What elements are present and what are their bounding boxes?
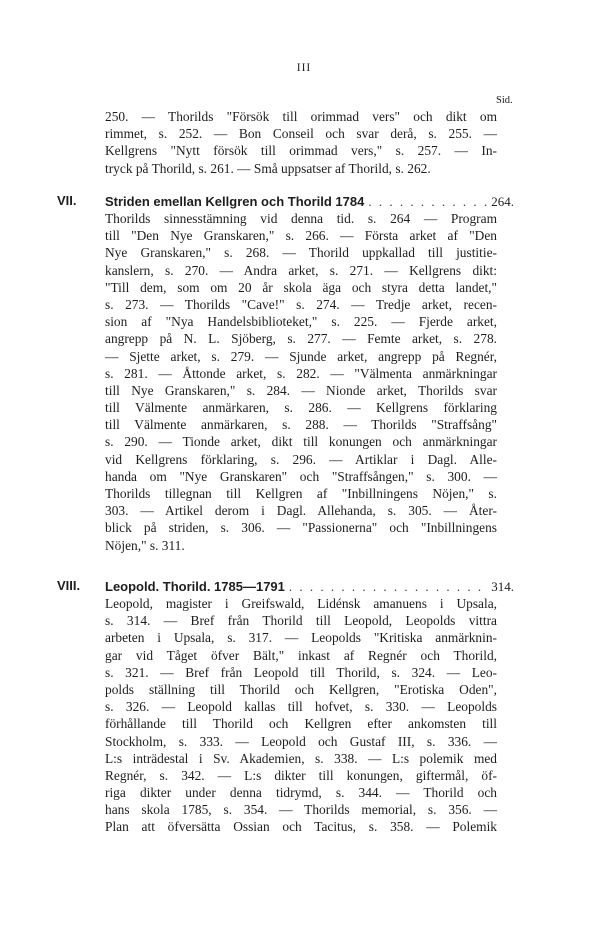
section-line: till "Den Nye Granskaren," s. 266. — Första arket af "Den bbox=[105, 228, 497, 244]
section-line: handa om "Nye Granskaren" och "Straffsången," s. 300. — bbox=[105, 468, 497, 484]
section-page: 264. bbox=[491, 194, 514, 209]
leader-dots bbox=[289, 578, 487, 595]
section-line: riga dikter under denna tidrymd, s. 344. — Thorild och bbox=[105, 785, 497, 801]
section-line: Nöjen," s. 311. bbox=[105, 537, 185, 553]
section-line: kanslern, s. 270. — Andra arket, s. 271. — Kellgrens dikt: bbox=[105, 262, 497, 278]
section-viii bbox=[105, 578, 514, 836]
section-line: s. 321. — Bref från Leopold till Thorild, s. 324. — Leo- bbox=[105, 664, 497, 680]
intro-line: Kellgrens "Nytt försök till orimmad vers," s. 257. — In- bbox=[105, 143, 497, 159]
section-line: Thorilds tillegnan till Kellgren af "Inbillningens Nöjen," s. bbox=[105, 486, 497, 501]
section-line: s. 326. — Leopold kallas till hofvet, s. 330. — Leopolds bbox=[105, 699, 497, 715]
section-line: s. 281. — Åttonde arket, s. 282. — "Välmenta anmärkningar bbox=[105, 365, 497, 381]
page-number: III bbox=[296, 62, 312, 74]
section-line: vid Kellgrens förklaring, s. 296. — Artiklar i Dagl. Alle- bbox=[105, 451, 497, 467]
page-column-label: Sid. bbox=[496, 95, 513, 106]
section-line: förhållande till Thorild och Kellgren efter ankomsten till bbox=[105, 716, 497, 732]
section-line: till Nye Granskaren," s. 284. — Nionde arket, Thorilds svar bbox=[105, 382, 497, 398]
section-heading bbox=[105, 578, 514, 595]
intro-paragraph bbox=[105, 108, 497, 177]
section-title: Leopold. Thorild. 1785—1791 bbox=[105, 579, 285, 594]
section-line: Stockholm, s. 333. — Leopold och Gustaf III, s. 336. — bbox=[105, 733, 497, 749]
section-line: till Välmente anmärkaren, s. 286. — Kellgrens förklaring bbox=[105, 400, 497, 416]
section-line: s. 314. — Bref från Thorild till Leopold, Leopolds vittra bbox=[105, 613, 497, 629]
section-line: arbeten i Upsala, s. 317. — Leopolds "Kritiska anmärknin- bbox=[105, 630, 497, 646]
section-page: 314. bbox=[491, 579, 514, 594]
section-line: Thorilds sinnesstämning vid denna tid. s. 264 — Program bbox=[105, 211, 497, 226]
section-line: Leopold, magister i Greifswald, Lidénsk amanuens i Upsala, bbox=[105, 596, 497, 611]
section-line: Plan att öfversätta Ossian och Tacitus, s. 358. — Polemik bbox=[105, 819, 497, 835]
intro-line: rimmet, s. 252. — Bon Conseil och svar derå, s. 255. — bbox=[105, 126, 497, 142]
section-heading bbox=[105, 193, 514, 210]
section-line: s. 290. — Tionde arket, dikt till konungen och anmärkningar bbox=[105, 434, 497, 450]
section-line: sion af "Nya Handelsbiblioteket," s. 225. — Fjerde arket, bbox=[105, 314, 497, 330]
section-line: 303. — Artikel derom i Dagl. Allehanda, s. 305. — Åter- bbox=[105, 503, 497, 519]
section-line: — Sjette arket, s. 279. — Sjunde arket, angrepp på Regnér, bbox=[105, 348, 497, 364]
section-numeral: VIII. bbox=[57, 578, 81, 593]
intro-line: 250. — Thorilds "Försök till orimmad vers" och dikt om bbox=[105, 109, 497, 124]
section-vii bbox=[105, 193, 514, 554]
intro-line: tryck på Thorild, s. 261. — Små uppsatser af Thorild, s. 262. bbox=[105, 160, 431, 176]
section-numeral: VII. bbox=[57, 193, 77, 208]
section-line: Nye Granskaren," s. 268. — Thorild uppkallad till justitie- bbox=[105, 245, 497, 261]
section-line: blick på striden, s. 306. — "Passionerna" och "Inbillningens bbox=[105, 520, 497, 536]
leader-dots bbox=[368, 193, 487, 210]
section-line: hans skola 1785, s. 354. — Thorilds memorial, s. 356. — bbox=[105, 802, 497, 818]
section-line: angrepp på N. L. Sjöberg, s. 277. — Femte arket, s. 278. bbox=[105, 331, 497, 347]
section-line: Regnér, s. 342. — L:s dikter till konungen, giftermål, öf- bbox=[105, 767, 497, 783]
section-line: "Till dem, som om 20 år skola äga och styra detta landet," bbox=[105, 279, 497, 295]
section-title: Striden emellan Kellgren och Thorild 1784 bbox=[105, 194, 365, 209]
section-line: L:s inträdestal i Sv. Akademien, s. 338. — L:s polemik med bbox=[105, 750, 497, 766]
section-line: polds ställning till Thorild och Kellgren, "Erotiska Oden", bbox=[105, 681, 497, 697]
section-line: till Välmente anmärkaren, s. 288. — Thorilds "Straffsång" bbox=[105, 417, 497, 433]
section-line: s. 273. — Thorilds "Cave!" s. 274. — Tredje arket, recen- bbox=[105, 296, 497, 312]
section-line: gar vid Tåget öfver Bält," inkast af Regnér och Thorild, bbox=[105, 647, 497, 663]
